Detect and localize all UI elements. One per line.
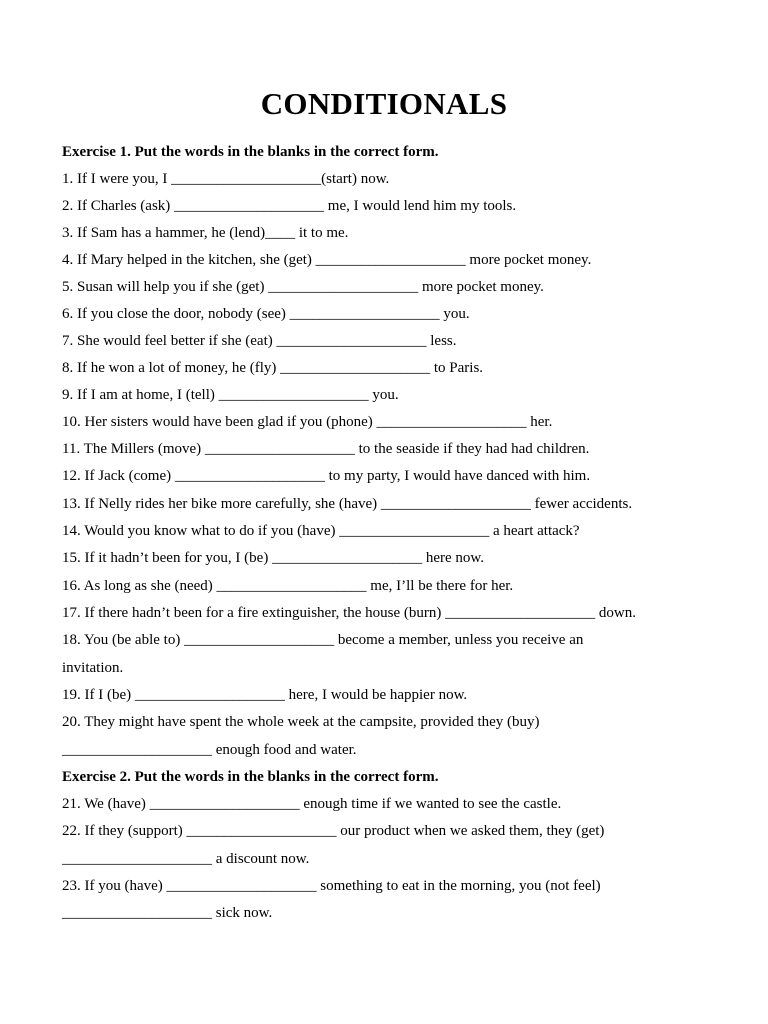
exercise-2-heading: Exercise 2. Put the words in the blanks in the correct form. <box>62 769 439 785</box>
exercise-line: ____________________ sick now. <box>62 905 273 921</box>
exercise-line: 9. If I am at home, I (tell) ____________________ you. <box>62 387 399 403</box>
exercise-line: 4. If Mary helped in the kitchen, she (get) ____________________ more pocket money. <box>62 252 592 268</box>
exercise-line: 21. We (have) ____________________ enough time if we wanted to see the castle. <box>62 796 562 812</box>
exercise-line: 1. If I were you, I ____________________(start) now. <box>62 171 390 187</box>
exercise-line: 6. If you close the door, nobody (see) ____________________ you. <box>62 306 470 322</box>
exercise-line: 13. If Nelly rides her bike more carefully, she (have) ____________________ fewer accidents. <box>62 496 633 512</box>
exercise-line: 15. If it hadn’t been for you, I (be) ____________________ here now. <box>62 550 484 566</box>
exercise-line: 12. If Jack (come) ____________________ to my party, I would have danced with him. <box>62 468 591 484</box>
exercise-1-heading: Exercise 1. Put the words in the blanks in the correct form. <box>62 144 439 160</box>
exercise-line: 11. The Millers (move) ____________________ to the seaside if they had had children. <box>62 441 590 457</box>
exercise-line: 18. You (be able to) ____________________ become a member, unless you receive an <box>62 632 584 648</box>
exercise-line: 10. Her sisters would have been glad if you (phone) ____________________ her. <box>62 414 553 430</box>
exercise-line: 5. Susan will help you if she (get) ____________________ more pocket money. <box>62 279 544 295</box>
page-title: CONDITIONALS <box>260 86 508 121</box>
exercise-line: ____________________ a discount now. <box>62 851 310 867</box>
exercise-line: 22. If they (support) ____________________ our product when we asked them, they (get) <box>62 823 605 839</box>
exercise-line: 17. If there hadn’t been for a fire extinguisher, the house (burn) ____________________ down. <box>62 605 636 621</box>
exercise-line: 16. As long as she (need) ____________________ me, I’ll be there for her. <box>62 578 514 594</box>
exercise-line: 3. If Sam has a hammer, he (lend)____ it to me. <box>62 225 349 241</box>
exercise-line: 14. Would you know what to do if you (have) ____________________ a heart attack? <box>62 523 580 539</box>
exercise-line: 2. If Charles (ask) ____________________ me, I would lend him my tools. <box>62 198 517 214</box>
exercise-line: 23. If you (have) ____________________ something to eat in the morning, you (not feel) <box>62 878 601 894</box>
exercise-line: 7. She would feel better if she (eat) ____________________ less. <box>62 333 457 349</box>
exercise-line: invitation. <box>62 660 124 676</box>
exercise-line: 19. If I (be) ____________________ here, I would be happier now. <box>62 687 468 703</box>
exercise-line: 8. If he won a lot of money, he (fly) ____________________ to Paris. <box>62 360 484 376</box>
exercise-line: 20. They might have spent the whole week at the campsite, provided they (buy) <box>62 714 540 730</box>
exercise-line: ____________________ enough food and water. <box>62 742 357 758</box>
